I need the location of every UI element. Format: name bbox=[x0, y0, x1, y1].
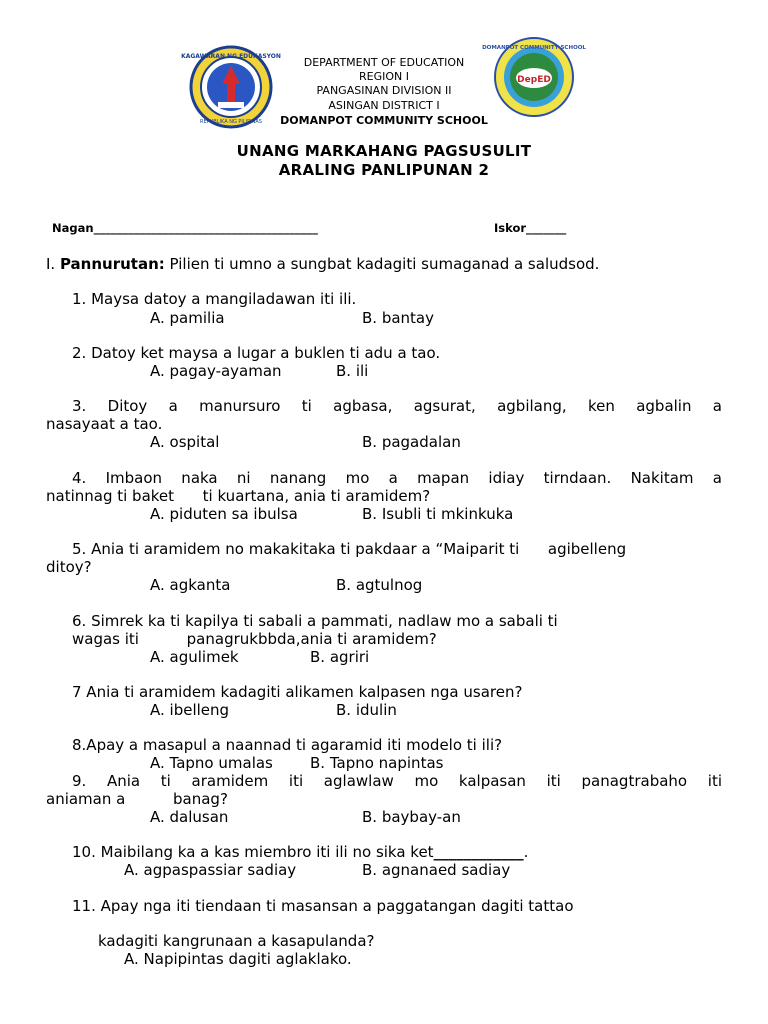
question-3-cont: nasayaat a tao. bbox=[46, 415, 163, 433]
q3-option-b[interactable]: B. pagadalan bbox=[362, 433, 461, 451]
q2-option-b[interactable]: B. ili bbox=[336, 362, 369, 380]
q1-option-a[interactable]: A. pamilia bbox=[150, 309, 225, 327]
q6-option-b[interactable]: B. agriri bbox=[310, 648, 370, 666]
q2-option-a[interactable]: A. pagay-ayaman bbox=[150, 362, 282, 380]
question-10-end: . bbox=[523, 843, 529, 861]
question-10 bbox=[72, 843, 528, 861]
q9-option-a[interactable]: A. dalusan bbox=[150, 808, 229, 826]
score-field[interactable]: Iskor_______ bbox=[494, 221, 567, 235]
svg-text:DOMANPOT COMMUNITY SCHOOL: DOMANPOT COMMUNITY SCHOOL bbox=[482, 45, 586, 51]
header-district: ASINGAN DISTRICT I bbox=[328, 99, 440, 112]
q10-option-a[interactable]: A. agpaspassiar sadiay bbox=[124, 861, 297, 879]
deped-seal-logo bbox=[181, 44, 281, 134]
question-9: 9. Ania ti aramidem iti aglawlaw mo kalpasan iti panagtrabaho iti bbox=[72, 772, 722, 790]
question-2: 2. Datoy ket maysa a lugar a buklen ti adu a tao. bbox=[72, 344, 441, 362]
header-division: PANGASINAN DIVISION II bbox=[316, 84, 452, 97]
question-3: 3. Ditoy a manursuro ti agbasa, agsurat, agbilang, ken agbalin a bbox=[72, 397, 722, 415]
question-4-cont: natinnag ti baket ti kuartana, ania ti aramidem? bbox=[46, 487, 431, 505]
instructions bbox=[46, 255, 599, 273]
header-school-name: DOMANPOT COMMUNITY SCHOOL bbox=[280, 114, 488, 127]
question-8: 8.Apay a masapul a naannad ti agaramid iti modelo ti ili? bbox=[72, 736, 503, 754]
svg-text:KAGAWARAN NG EDUKASYON: KAGAWARAN NG EDUKASYON bbox=[181, 53, 281, 60]
q10-option-b[interactable]: B. agnanaed sadiay bbox=[362, 861, 511, 879]
question-4: 4. Imbaon naka ni nanang mo a mapan idiay tirndaan. Nakitam a bbox=[72, 469, 722, 487]
q7-option-b[interactable]: B. idulin bbox=[336, 701, 397, 719]
question-9-cont: aniaman a banag? bbox=[46, 790, 228, 808]
q5-option-a[interactable]: A. agkanta bbox=[150, 576, 231, 594]
svg-text:DepED: DepED bbox=[517, 75, 551, 85]
q4-option-b[interactable]: B. Isubli ti mkinkuka bbox=[362, 505, 514, 523]
question-10-text: 10. Maibilang ka a kas miembro iti ili no sika ket bbox=[72, 843, 434, 861]
q1-option-b[interactable]: B. bantay bbox=[362, 309, 434, 327]
q11-option-a[interactable]: A. Napipintas dagiti aglaklako. bbox=[124, 950, 352, 968]
exam-subject: ARALING PANLIPUNAN 2 bbox=[278, 161, 490, 179]
svg-text:REPUBLIKA NG PILIPINAS: REPUBLIKA NG PILIPINAS bbox=[200, 119, 262, 125]
question-1: 1. Maysa datoy a mangiladawan iti ili. bbox=[72, 290, 357, 308]
question-5-cont: ditoy? bbox=[46, 558, 92, 576]
instructions-label: Pannurutan: bbox=[59, 255, 165, 273]
q3-option-a[interactable]: A. ospital bbox=[150, 433, 220, 451]
q4-option-a[interactable]: A. piduten sa ibulsa bbox=[150, 505, 298, 523]
question-6-cont: wagas iti panagrukbbda,ania ti aramidem? bbox=[72, 630, 437, 648]
q8-option-a[interactable]: A. Tapno umalas bbox=[150, 754, 273, 772]
name-field[interactable]: Nagan_______________________________________ bbox=[52, 221, 318, 235]
question-11: 11. Apay nga iti tiendaan ti masansan a paggatangan dagiti tattao bbox=[72, 897, 574, 915]
q5-option-b[interactable]: B. agtulnog bbox=[336, 576, 423, 594]
header-region: REGION I bbox=[359, 70, 409, 83]
question-5: 5. Ania ti aramidem no makakitaka ti pakdaar a “Maiparit ti agibelleng bbox=[72, 540, 627, 558]
answer-blank[interactable]: ____________ bbox=[433, 843, 524, 861]
question-7: 7 Ania ti aramidem kadagiti alikamen kalpasen nga usaren? bbox=[72, 683, 523, 701]
exam-title: UNANG MARKAHANG PAGSUSULIT bbox=[236, 142, 532, 160]
question-11-cont: kadagiti kangrunaan a kasapulanda? bbox=[98, 932, 375, 950]
q8-option-b[interactable]: B. Tapno napintas bbox=[310, 754, 444, 772]
q7-option-a[interactable]: A. ibelleng bbox=[150, 701, 230, 719]
q6-option-a[interactable]: A. agulimek bbox=[150, 648, 239, 666]
question-6: 6. Simrek ka ti kapilya ti sabali a pammati, nadlaw mo a sabali ti bbox=[72, 612, 558, 630]
instructions-text: Pilien ti umno a sungbat kadagiti sumaganad a saludsod. bbox=[164, 255, 600, 273]
q9-option-b[interactable]: B. baybay-an bbox=[362, 808, 461, 826]
school-logo bbox=[482, 36, 586, 122]
instructions-number: I. bbox=[46, 255, 60, 273]
header-department: DEPARTMENT OF EDUCATION bbox=[303, 56, 465, 69]
